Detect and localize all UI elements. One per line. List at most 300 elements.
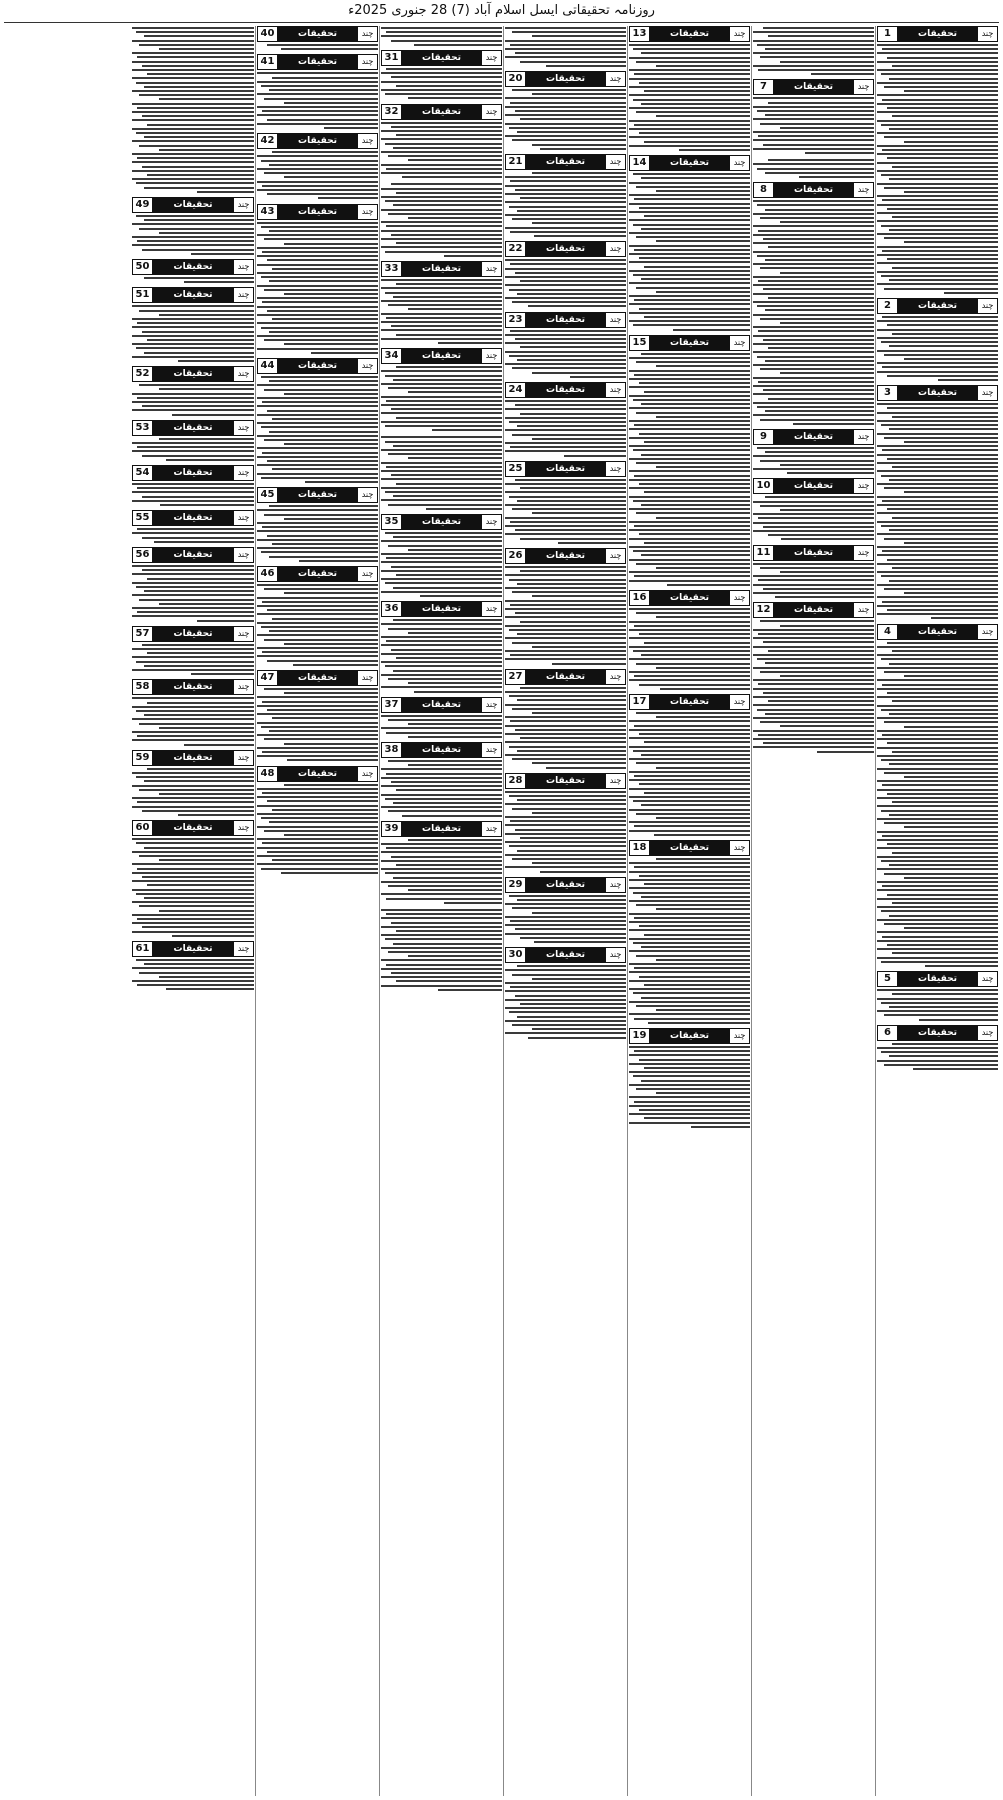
text-line — [660, 688, 750, 690]
text-line — [882, 885, 998, 887]
text-line — [887, 793, 998, 795]
news-item-number: 18 — [630, 841, 650, 855]
text-line — [257, 647, 378, 649]
text-line — [904, 141, 998, 143]
text-line — [656, 291, 750, 293]
news-item-body — [877, 1042, 998, 1071]
news-item-number: 34 — [382, 349, 402, 363]
text-line — [381, 623, 502, 625]
text-line — [257, 322, 378, 324]
text-line — [159, 727, 254, 729]
text-line — [505, 363, 626, 365]
text-line — [391, 922, 502, 924]
text-line — [505, 442, 626, 444]
text-line — [765, 496, 874, 498]
text-line — [877, 69, 998, 71]
text-line — [881, 860, 998, 862]
news-item-section-label: تحقیقات — [526, 670, 605, 684]
text-line — [147, 702, 254, 704]
text-line — [510, 521, 626, 523]
text-line — [904, 358, 998, 360]
text-line — [381, 851, 502, 853]
text-line — [768, 297, 874, 299]
text-line — [629, 921, 750, 923]
text-line — [515, 995, 626, 997]
news-item-tag: چند — [233, 751, 253, 765]
text-line — [408, 549, 502, 551]
text-line — [629, 253, 750, 255]
news-item-number: 52 — [133, 367, 153, 381]
news-column — [255, 26, 379, 1796]
text-line — [884, 136, 998, 138]
news-item-section-label: تحقیقات — [153, 627, 233, 641]
text-line — [257, 314, 378, 316]
text-line — [197, 191, 254, 193]
text-line — [656, 115, 750, 117]
text-line — [393, 204, 502, 206]
text-line — [781, 538, 874, 540]
text-line — [913, 1068, 998, 1070]
text-line — [629, 107, 750, 109]
text-line — [629, 887, 750, 889]
text-line — [132, 318, 254, 320]
text-line — [881, 658, 998, 660]
news-item-header — [257, 26, 378, 42]
text-line — [386, 31, 502, 33]
text-line — [381, 499, 502, 501]
news-item-tag: چند — [605, 72, 625, 86]
news-item-body — [505, 258, 626, 308]
text-line — [509, 206, 626, 208]
text-line — [656, 767, 750, 769]
text-line — [753, 65, 874, 67]
text-line — [887, 609, 998, 611]
news-item — [629, 155, 750, 332]
text-line — [396, 657, 502, 659]
news-item — [381, 261, 502, 345]
text-line — [381, 661, 502, 663]
news-item-number: 47 — [258, 671, 278, 685]
text-line — [132, 594, 254, 596]
text-line — [381, 893, 502, 895]
news-item-section-label: تحقیقات — [526, 383, 605, 397]
news-item-tag: چند — [605, 462, 625, 476]
text-line — [877, 919, 998, 921]
text-line — [641, 52, 750, 54]
text-line — [512, 1024, 626, 1026]
news-item-section-label: تحقیقات — [650, 336, 729, 350]
text-line — [391, 183, 502, 185]
text-line — [629, 232, 750, 234]
news-item-section-label: تحقیقات — [898, 386, 977, 400]
text-line — [629, 479, 750, 481]
text-line — [510, 263, 626, 265]
news-item-section-label: تحقیقات — [898, 1026, 977, 1040]
text-line — [629, 671, 750, 673]
text-line — [753, 654, 874, 656]
news-item-section-label: تحقیقات — [526, 72, 605, 86]
text-line — [396, 283, 502, 285]
text-line — [505, 791, 626, 793]
text-line — [931, 617, 998, 619]
text-line — [877, 747, 998, 749]
text-line — [753, 584, 874, 586]
news-item — [381, 435, 502, 511]
text-line — [132, 409, 254, 411]
text-line — [381, 151, 502, 153]
news-item-tag: چند — [977, 299, 997, 313]
text-line — [381, 947, 502, 949]
news-item-body — [381, 838, 502, 905]
news-item-header — [505, 877, 626, 893]
text-line — [877, 868, 998, 870]
text-line — [257, 114, 378, 116]
text-line — [257, 435, 378, 437]
text-line — [780, 221, 874, 223]
text-line — [381, 909, 502, 911]
text-line — [142, 810, 254, 812]
text-line — [636, 412, 750, 414]
text-line — [257, 222, 378, 224]
text-line — [648, 1022, 750, 1024]
text-line — [505, 854, 626, 856]
news-item-body — [132, 383, 254, 417]
text-line — [758, 579, 874, 581]
text-line — [132, 244, 254, 246]
news-item-tag: چند — [729, 1029, 749, 1043]
text-line — [877, 329, 998, 331]
news-item-header — [753, 602, 874, 618]
text-line — [272, 543, 378, 545]
text-line — [765, 259, 874, 261]
news-item — [877, 26, 998, 295]
news-item-number: 58 — [133, 680, 153, 694]
news-item-body — [257, 783, 378, 875]
text-line — [505, 40, 626, 42]
text-line — [381, 412, 502, 414]
news-item — [753, 429, 874, 475]
text-line — [641, 654, 750, 656]
text-line — [760, 318, 874, 320]
text-line — [159, 793, 254, 795]
text-line — [639, 207, 750, 209]
text-line — [629, 729, 750, 731]
text-line — [629, 1071, 750, 1073]
text-line — [505, 259, 626, 261]
text-line — [534, 235, 626, 237]
text-line — [184, 281, 254, 283]
text-line — [139, 384, 254, 386]
text-line — [272, 151, 378, 153]
news-item-section-label: تحقیقات — [278, 134, 357, 148]
news-item-number: 49 — [133, 198, 153, 212]
text-line — [753, 455, 874, 457]
text-line — [381, 421, 502, 423]
text-line — [381, 279, 502, 281]
text-line — [753, 414, 874, 416]
text-line — [904, 675, 998, 677]
text-line — [887, 742, 998, 744]
text-line — [386, 913, 502, 915]
news-item — [753, 79, 874, 155]
text-line — [753, 629, 874, 631]
news-column — [751, 26, 875, 1796]
text-line — [877, 940, 998, 942]
news-item-header — [629, 26, 750, 42]
text-line — [385, 938, 502, 940]
text-line — [132, 442, 254, 444]
news-item-tag: چند — [233, 466, 253, 480]
text-line — [444, 902, 502, 904]
text-line — [132, 931, 254, 933]
news-item-section-label: تحقیقات — [153, 260, 233, 274]
text-line — [381, 570, 502, 572]
text-line — [889, 428, 998, 430]
text-line — [137, 611, 254, 613]
text-line — [139, 310, 254, 312]
text-line — [393, 495, 502, 497]
news-item-tag: چند — [233, 548, 253, 562]
news-item-body — [381, 531, 502, 598]
text-line — [877, 521, 998, 523]
text-line — [517, 1016, 626, 1018]
text-line — [262, 185, 378, 187]
text-line — [509, 746, 626, 748]
news-item-header — [132, 547, 254, 563]
text-line — [267, 310, 378, 312]
text-line — [892, 216, 998, 218]
text-line — [877, 183, 998, 185]
text-line — [512, 591, 626, 593]
news-item-body — [877, 402, 998, 620]
text-line — [408, 308, 502, 310]
text-line — [882, 316, 998, 318]
text-line — [753, 293, 874, 295]
news-item — [877, 385, 998, 620]
text-line — [257, 539, 378, 541]
text-line — [753, 106, 874, 108]
text-line — [656, 858, 750, 860]
news-item — [132, 366, 254, 417]
news-item-header — [753, 182, 874, 198]
text-line — [889, 1055, 998, 1057]
text-line — [264, 339, 378, 341]
news-item-section-label: تحقیقات — [526, 313, 605, 327]
text-line — [884, 873, 998, 875]
text-line — [634, 124, 750, 126]
text-line — [505, 268, 626, 270]
news-item-section-label: تحقیقات — [526, 948, 605, 962]
text-line — [132, 889, 254, 891]
news-item-header — [381, 742, 502, 758]
text-line — [381, 715, 502, 717]
text-line — [641, 278, 750, 280]
news-item-section-label: تحقیقات — [402, 602, 481, 616]
text-line — [877, 153, 998, 155]
text-line — [132, 914, 254, 916]
news-item-number: 44 — [258, 359, 278, 373]
text-line — [269, 280, 378, 282]
text-line — [281, 48, 378, 50]
text-line — [532, 512, 626, 514]
text-line — [393, 619, 502, 621]
text-line — [633, 992, 750, 994]
text-line — [753, 513, 874, 515]
text-line — [132, 922, 254, 924]
text-line — [132, 170, 254, 172]
news-item-header — [629, 590, 750, 606]
text-line — [768, 159, 874, 161]
text-line — [532, 862, 626, 864]
news-item-header — [132, 287, 254, 303]
news-item-tag: چند — [605, 549, 625, 563]
text-line — [629, 145, 750, 147]
text-line — [132, 90, 254, 92]
news-item-tag: چند — [853, 183, 873, 197]
text-line — [257, 247, 378, 249]
text-line — [877, 103, 998, 105]
text-line — [512, 434, 626, 436]
news-item-header — [505, 312, 626, 328]
text-line — [639, 733, 750, 735]
text-line — [509, 629, 626, 631]
news-item-number: 16 — [630, 591, 650, 605]
text-line — [629, 136, 750, 138]
text-line — [528, 305, 626, 307]
text-line — [139, 855, 254, 857]
text-line — [881, 575, 998, 577]
text-line — [877, 496, 998, 498]
text-line — [636, 1088, 750, 1090]
text-line — [884, 487, 998, 489]
text-line — [892, 416, 998, 418]
text-line — [760, 460, 874, 462]
text-line — [261, 85, 378, 87]
text-line — [257, 397, 378, 399]
text-line — [877, 563, 998, 565]
text-line — [386, 557, 502, 559]
text-line — [633, 800, 750, 802]
news-item-tag: چند — [481, 515, 501, 529]
news-item-number: 31 — [382, 51, 402, 65]
text-line — [136, 586, 254, 588]
text-line — [267, 709, 378, 711]
text-line — [269, 730, 378, 732]
text-line — [634, 374, 750, 376]
text-line — [505, 741, 626, 743]
text-line — [257, 547, 378, 549]
news-item-tag: چند — [605, 774, 625, 788]
text-line — [166, 988, 254, 990]
text-line — [257, 605, 378, 607]
text-line — [136, 347, 254, 349]
text-line — [753, 364, 874, 366]
text-line — [887, 107, 998, 109]
text-line — [284, 743, 378, 745]
text-line — [882, 684, 998, 686]
text-line — [884, 671, 998, 673]
news-item-body — [132, 564, 254, 623]
text-line — [877, 371, 998, 373]
text-line — [904, 776, 998, 778]
text-line — [132, 607, 254, 609]
text-line — [385, 375, 502, 377]
text-line — [532, 595, 626, 597]
text-line — [532, 222, 626, 224]
text-line — [629, 386, 750, 388]
text-line — [532, 812, 626, 814]
news-item-body — [257, 71, 378, 130]
text-line — [881, 424, 998, 426]
news-item-tag: چند — [729, 841, 749, 855]
text-line — [757, 447, 874, 449]
text-line — [381, 89, 502, 91]
text-line — [753, 163, 874, 165]
text-line — [636, 612, 750, 614]
news-item-body — [505, 26, 626, 68]
text-line — [753, 646, 874, 648]
text-line — [558, 542, 626, 544]
text-line — [381, 230, 502, 232]
text-line — [386, 466, 502, 468]
text-line — [269, 821, 378, 823]
news-item-section-label: تحقیقات — [153, 680, 233, 694]
news-item-header — [877, 298, 998, 314]
text-line — [889, 229, 998, 231]
text-line — [520, 487, 626, 489]
text-line — [887, 375, 998, 377]
text-line — [656, 1009, 750, 1011]
text-line — [887, 324, 998, 326]
text-line — [408, 457, 502, 459]
news-item-number: 19 — [630, 1029, 650, 1043]
text-line — [257, 422, 378, 424]
text-line — [505, 982, 626, 984]
text-line — [509, 845, 626, 847]
text-line — [505, 574, 626, 576]
text-line — [267, 193, 378, 195]
text-line — [877, 889, 998, 891]
text-line — [629, 211, 750, 213]
text-line — [257, 348, 378, 350]
text-line — [257, 826, 378, 828]
news-item-tag: چند — [357, 567, 377, 581]
news-item — [505, 241, 626, 308]
text-line — [510, 102, 626, 104]
text-line — [633, 274, 750, 276]
text-line — [512, 301, 626, 303]
text-line — [505, 566, 626, 568]
news-item-header — [505, 669, 626, 685]
columns-grid — [4, 26, 999, 1796]
text-line — [639, 433, 750, 435]
text-line — [512, 367, 626, 369]
text-line — [381, 188, 502, 190]
text-line — [753, 377, 874, 379]
text-line — [757, 356, 874, 358]
text-line — [510, 820, 626, 822]
text-line — [510, 654, 626, 656]
news-item-body — [505, 88, 626, 151]
text-line — [760, 217, 874, 219]
text-line — [144, 187, 254, 189]
text-line — [264, 439, 378, 441]
news-item-number: 17 — [630, 695, 650, 709]
news-item — [505, 71, 626, 151]
text-line — [264, 289, 378, 291]
text-line — [763, 526, 874, 528]
news-item-header — [877, 385, 998, 401]
